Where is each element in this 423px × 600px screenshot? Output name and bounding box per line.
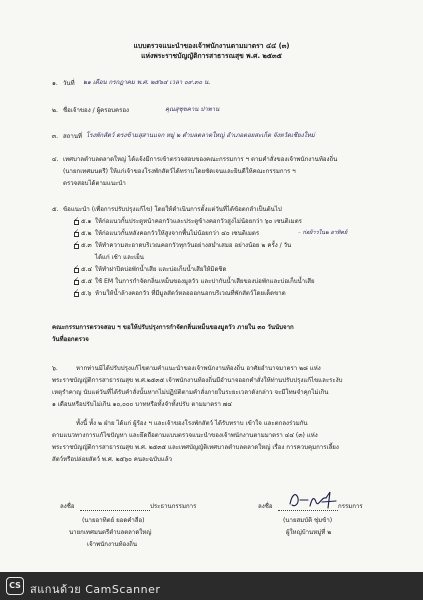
item-2-label: ชื่อเจ้าของ / ผู้ครอบครอง [63,107,130,114]
point-5-2-number: ๕.๒ [81,230,92,237]
item-2-number: ๒. [52,107,58,114]
deadline-line1: คณะกรรมการตรวจสอบ ฯ ขอให้ปรับปรุงการกำจัดกลิ่นเหม็นของมูลวัว ภายใน ๓๐ วันนับจาก [52,324,294,331]
right-signature-role: กรรมการ [338,503,363,510]
section6-line1: หากท่านมิได้ปรับปรุงแก้ไขตามคำแนะนำของเจ้าพนักงานท้องถิ่น อาศัยอำนาจมาตรา ๒๘ แห่ง [76,365,321,372]
camscanner-footer-bar [0,572,423,600]
item-2-value: คุณสุชุขคาน ปาพาน [165,106,220,113]
left-signature-role: ประธานกรรมการ [150,503,197,510]
point-5-1-number: ๕.๑ [81,218,92,225]
section6-line4: ๑ เดือนหรือปรับไม่เกิน ๑๐,๐๐๐ บาทหรือทั้งจำทั้งปรับ ตามมาตรา ๗๔ [52,401,233,408]
point-5-3-text: ให้ทำความสะอาดบริเวณคอกวัวทุกวันอย่างสม่ำเสมอ อย่างน้อย ๒ ครั้ง / วัน [95,242,292,249]
left-signature-line [80,510,150,511]
section4-line2: (นายกเทศมนตรี) ให้แก่เจ้าของโรงพักสัตว์ได้ทราบโดยชัดเจนและยินดีให้คณะกรรมการ ฯ [63,168,296,175]
item-1-label: วันที่ [63,80,75,87]
section6-number: ๖. [52,365,58,372]
document-title-line2: แห่งพระราชบัญญัติการสาธารณสุข พ.ศ. ๒๕๓๕ [141,52,282,60]
section6-line3: เหตุรำคาญ นับแต่วันที่ได้รับคำสั่งนั้นหากไม่ปฏิบัติตามคำสั่งภายในระยะเวลาดังกล่าว จะมีโทษจำคุกไม่เกิน [52,389,329,396]
point-5-6-number: ๕.๖ [81,290,92,297]
point-5-4-number: ๕.๔ [81,266,93,273]
closing-line2: ตามแนวทางการแก้ไขปัญหา และยึดถือตามแบบตรวจแนะนำของเจ้าพนักงานตามมาตรา ๔๔ (๓) แห่ง [52,432,318,439]
checkmark-icon: ✓ [74,264,80,271]
closing-line1: ทั้งนี้ ทั้ง ๒ ฝ่าย ได้แก่ ผู้ร้อง ฯ และเจ้าของโรงพักสัตว์ ได้รับทราบ เข้าใจ และตกลงร่วมกัน [76,420,308,427]
point-5-5-text: ใช้ EM ในการกำจัดกลิ่นเหม็นของมูลวัว และปากันน้ำเสียของบ่อพักและบ่อเก็บน้ำเสีย [95,278,315,285]
left-signatory-name: (นายอาทิตย์ ยอดคำลือ) [82,517,145,524]
item-3-number: ๓. [52,133,59,140]
item-3-label: สถานที่ [63,133,83,140]
checkmark-icon: ✓ [74,228,80,235]
item-3-value: โรงพักสัตว์ ตรงข้ามสุสานแจก หมู่ ๒ ตำบลตลาดใหญ่ อำเภอดอยสะเก็ด จังหวัดเชียงใหม่ [86,132,315,139]
handwritten-note: – ก่อผ้าวใน๒ อาทิตย์ [298,230,348,236]
left-signature-prefix: ลงชื่อ [60,503,75,510]
point-5-4-text: ให้ทำฝาปิดบ่อพักน้ำเสีย และบ่อเก็บน้ำเสียให้มิดชิด [95,266,227,273]
section5-intro: ข้อแนะนำ (เพื่อการปรับปรุงแก้ไข) โดยให้ดำเนินการตั้งแต่วันที่ได้ข้อตกลำเป็นต้นไป [63,206,282,213]
camscanner-watermark-text: สแกนด้วย CamScanner [30,583,161,596]
checkmark-icon: ✓ [74,216,80,223]
closing-line3: พระราชบัญญัติการสาธารณสุข พ.ศ. ๒๕๓๕ และเทศบัญญัติเทศบาลตำบลตลาดใหญ่ เรื่อง การควบคุมการเลี้ยง [52,444,339,451]
point-5-3-continuation: ได้แก่ เช้า และเย็น [95,254,144,261]
handwritten-signature [286,488,344,512]
section4-line1: เทศบาลตำบลตลาดใหญ่ ได้แจ้งมีการเข้าตรวจสอบของคณะกรรมการ ฯ ตามคำสั่งของเจ้าพนักงานท้องถิ่น [63,156,338,163]
point-5-3-number: ๕.๓ [81,242,92,249]
point-5-5-number: ๕.๕ [81,278,93,285]
document-title-line1: แบบตรวจแนะนำของเจ้าพนักงานตามมาตรา ๔๔ (๓) [133,42,290,50]
right-signatory-name: (นายสมบัติ ชุ่มข้า) [283,517,333,524]
section6-line2: พระราชบัญญัติการสาธารณสุข พ.ศ.๒๕๓๕ เจ้าพนักงานท้องถิ่นมีอำนาจออกคำสั่งให้ท่านปรับปรุงแก้ไขและระงับ [52,377,343,384]
checkmark-icon: ✓ [74,240,80,247]
point-5-2-text: ให้ก่อแนวกั้นหลังคอกวัวให้สูงจากพื้นไม่น้อยกว่า ๔๐ เซนติเมตร [95,230,260,237]
item-1-value: ๒๑ เดือน กรกฎาคม พ.ศ. ๒๕๖๔ เวลา ๐๙.๓๐ น. [83,79,211,86]
checkmark-icon: ✓ [74,288,80,295]
section4-number: ๔. [52,156,59,163]
left-signatory-position1: นายกเทศมนตรีตำบลตลาดใหญ่ [69,529,152,536]
point-5-1-text: ให้ก่อแนวกั้นประตูหน้าคอกวัวและประตูข้างคอกวัวสูงไม่น้อยกว่า ๖๐ เซนติเมตร [95,218,302,225]
checkmark-icon: ✓ [74,276,80,283]
deadline-line2: วันที่ออกตรวจ [52,336,89,343]
right-signatory-position1: ผู้ใหญ่บ้านหมู่ที่ ๒ [286,529,332,536]
camscanner-logo-icon: CS [6,577,24,595]
closing-line4: สัตว์หรือปล่อยสัตว์ พ.ศ. ๒๕๖๐ คนละฉบับแล้ว [52,456,172,463]
left-signatory-position2: เจ้าพนักงานท้องถิ่น [87,541,138,548]
item-1-number: ๑. [52,80,58,87]
section4-line3: ตรวจสอบได้ตามแนะนำ [63,180,126,187]
right-signature-prefix: ลงชื่อ [258,503,273,510]
section5-number: ๕. [52,206,59,213]
point-5-6-text: ห้ามให้น้ำล้างคอกวัว ที่มีมูลสัตว์หลอออกนอกบริเวณที่พักสัตว์โดยเด็ดขาด [95,290,286,297]
